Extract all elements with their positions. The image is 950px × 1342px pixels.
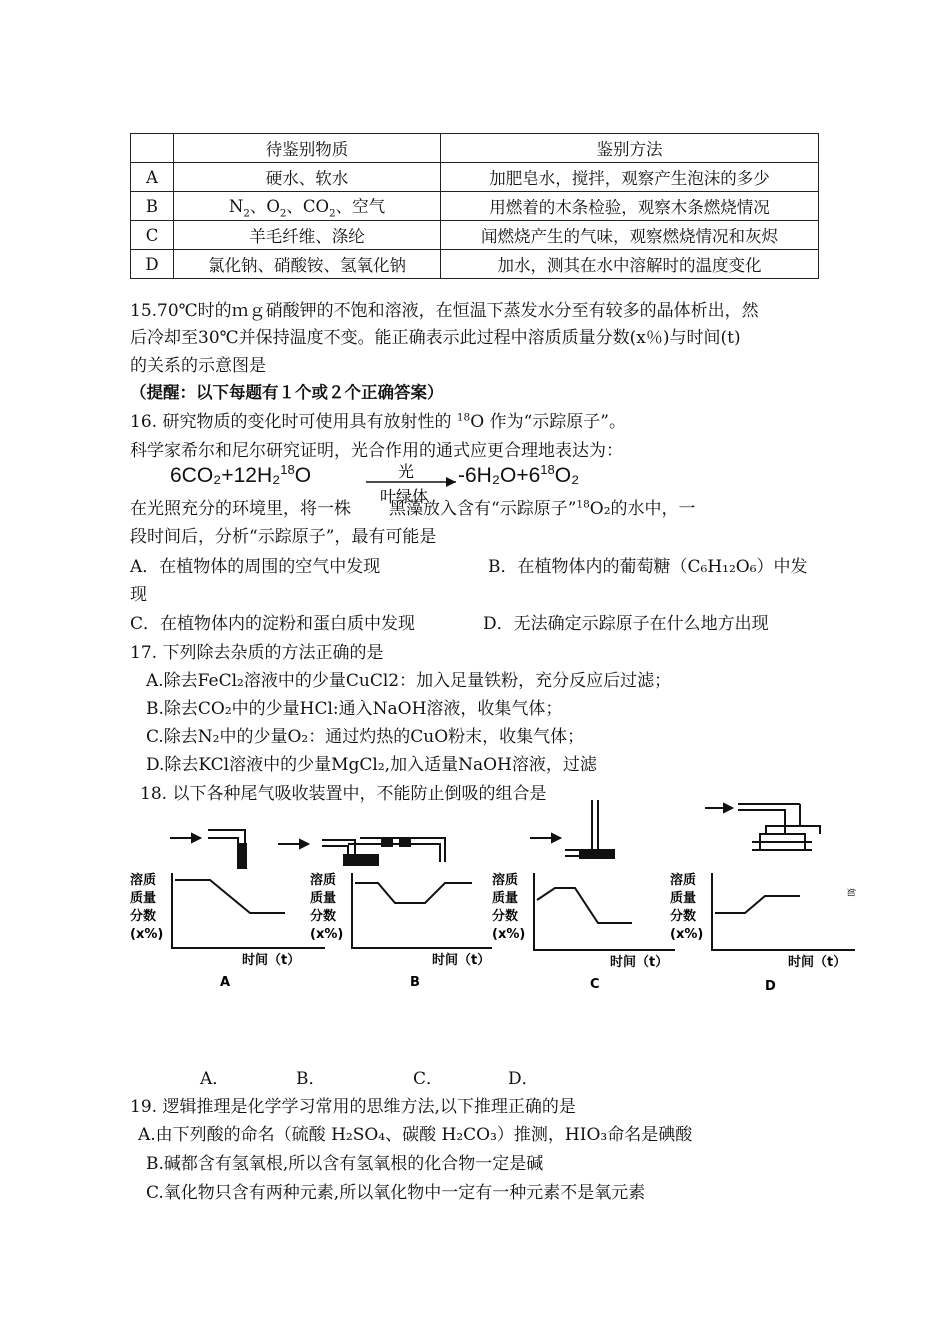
equation-left bbox=[170, 462, 311, 488]
subscript: 2 bbox=[279, 208, 287, 220]
y-label-line: 分数 bbox=[310, 909, 337, 924]
table-row bbox=[131, 250, 819, 279]
q16-option-b: B．在植物体内的葡萄糖（C₆H₁₂O₆）中发 bbox=[488, 557, 808, 577]
q16-option-b-cont: 现 bbox=[130, 585, 147, 605]
row-key: B bbox=[131, 192, 174, 221]
table-header-cell: 鉴别方法 bbox=[441, 134, 819, 163]
q15-line2: 后冷却至30℃并保持温度不变。能正确表示此过程中溶质质量分数(x％)与时间(t) bbox=[130, 328, 741, 348]
graph-d bbox=[670, 872, 855, 994]
x-label: 时间（t） bbox=[788, 955, 847, 970]
text-part: 、空气 bbox=[335, 196, 386, 216]
graph-name: D bbox=[765, 979, 776, 994]
text-part: 在光照充分的环境里，将一株 bbox=[130, 499, 351, 519]
y-label-line: 分数 bbox=[130, 909, 157, 924]
q15-line1: 15.70℃时的ｍｇ硝酸钾的不饱和溶液，在恒温下蒸发水分至有较多的晶体析出，然 bbox=[130, 301, 759, 321]
superscript: 18 bbox=[540, 462, 555, 477]
side-mark: 如 bbox=[845, 888, 855, 898]
graph-c bbox=[492, 872, 675, 992]
q19-option-c: C.氧化物只含有两种元素,所以氧化物中一定有一种元素不是氧元素 bbox=[146, 1183, 646, 1203]
q18-answer-a: A． bbox=[200, 1069, 230, 1089]
graph-name: B bbox=[410, 975, 420, 990]
text-part: -6H₂O+6 bbox=[458, 464, 541, 487]
text-part: 、O bbox=[249, 196, 280, 216]
y-label-line: 溶质 bbox=[492, 873, 519, 888]
graph-name: C bbox=[590, 977, 600, 992]
q16-option-a: A．在植物体的周围的空气中发现 bbox=[130, 557, 381, 577]
y-label-line: 溶质 bbox=[130, 873, 157, 888]
arrow-top-label: 光 bbox=[398, 462, 415, 481]
row-method: 加水，测其在水中溶解时的温度变化 bbox=[441, 250, 819, 279]
q17-option-b: B.除去CO₂中的少量HCl:通入NaOH溶液，收集气体； bbox=[146, 699, 563, 719]
row-key: C bbox=[131, 221, 174, 250]
row-substances: 氯化钠、硝酸铵、氢氧化钠 bbox=[174, 250, 441, 279]
graph-a bbox=[130, 872, 325, 990]
y-label-line: 质量 bbox=[492, 891, 519, 906]
q16-line4 bbox=[130, 494, 696, 519]
q15-line3: 的关系的示意图是 bbox=[130, 356, 266, 376]
q18-answer-d: D． bbox=[508, 1069, 539, 1089]
q16-line1 bbox=[130, 407, 626, 432]
q16-line2: 科学家希尔和尼尔研究证明，光合作用的通式应更合理地表达为： bbox=[130, 441, 623, 461]
q19-title: 19. 逻辑推理是化学学习常用的思维方法,以下推理正确的是 bbox=[130, 1097, 576, 1117]
equation-right bbox=[458, 462, 579, 488]
table-header-row bbox=[131, 134, 819, 163]
apparatus-c bbox=[530, 800, 614, 858]
y-label-line: 质量 bbox=[670, 891, 697, 906]
q18-answer-b: B． bbox=[296, 1069, 326, 1089]
x-label: 时间（t） bbox=[242, 953, 301, 968]
q19-option-b: B.碱都含有氢氧根,所以含有氢氧根的化合物一定是碱 bbox=[146, 1154, 544, 1174]
text-part: 16. 研究物质的变化时可使用具有放射性的 bbox=[130, 412, 457, 432]
y-label-line: (x%) bbox=[310, 927, 344, 942]
row-substances: 羊毛纤维、涤纶 bbox=[174, 221, 441, 250]
subscript: 2 bbox=[329, 208, 336, 220]
q19-option-a: A.由下列酸的命名（硫酸 H₂SO₄、碳酸 H₂CO₃）推测，HIO₃命名是碘酸 bbox=[138, 1125, 693, 1145]
q17-option-a: A.除去FeCl₂溶液中的少量CuCl2：加入足量铁粉，充分反应后过滤； bbox=[146, 671, 672, 691]
text-part: O₂ bbox=[554, 464, 580, 487]
text-part: 6CO₂+12H₂ bbox=[170, 464, 281, 487]
q18-answer-c: C． bbox=[413, 1069, 444, 1089]
q16-option-c: C．在植物体内的淀粉和蛋白质中发现 bbox=[130, 614, 416, 634]
row-method: 用燃着的木条检验，观察木条燃烧情况 bbox=[441, 192, 819, 221]
y-label-line: 分数 bbox=[492, 909, 519, 924]
y-label-line: 分数 bbox=[670, 909, 697, 924]
q16-line5: 段时间后，分析“示踪原子”，最有可能是 bbox=[130, 527, 437, 547]
q18-graphs-figure bbox=[120, 868, 870, 998]
table-header-cell: 待鉴别物质 bbox=[174, 134, 441, 163]
identification-table bbox=[130, 133, 819, 279]
row-substances: 硬水、软水 bbox=[174, 163, 441, 192]
text-part: O bbox=[294, 464, 312, 487]
q17-option-d: D.除去KCl溶液中的少量MgCl₂,加入适量NaOH溶液，过滤 bbox=[146, 755, 597, 775]
table-row bbox=[131, 221, 819, 250]
apparatus-b bbox=[278, 838, 445, 865]
reminder-note: （提醒：以下每题有１个或２个正确答案） bbox=[130, 383, 444, 402]
text-part: O₂的水中，一 bbox=[589, 499, 696, 519]
row-key: A bbox=[131, 163, 174, 192]
y-label-line: 溶质 bbox=[310, 873, 337, 888]
y-label-line: (x%) bbox=[130, 927, 164, 942]
subscript: 2 bbox=[243, 208, 250, 220]
y-label-line: (x%) bbox=[492, 927, 526, 942]
row-method: 闻燃烧产生的气味，观察燃烧情况和灰烬 bbox=[441, 221, 819, 250]
text-part: N bbox=[228, 196, 244, 216]
superscript: 18 bbox=[456, 411, 471, 424]
table-header-cell bbox=[131, 134, 174, 163]
text-part: 黑藻放入含有“示踪原子” bbox=[389, 499, 577, 519]
q17-option-c: C.除去N₂中的少量O₂：通过灼热的CuO粉末，收集气体； bbox=[146, 727, 585, 747]
table-row bbox=[131, 192, 819, 221]
y-label-line: 溶质 bbox=[670, 873, 697, 888]
q17-title: 17. 下列除去杂质的方法正确的是 bbox=[130, 643, 384, 663]
y-label-line: 质量 bbox=[310, 891, 337, 906]
absorption-apparatus-figure bbox=[160, 800, 880, 872]
row-method: 加肥皂水，搅拌，观察产生泡沫的多少 bbox=[441, 163, 819, 192]
x-label: 时间（t） bbox=[432, 953, 491, 968]
superscript: 18 bbox=[280, 462, 295, 477]
text-part: 、CO bbox=[286, 196, 330, 216]
row-substances bbox=[174, 192, 441, 221]
y-label-line: 质量 bbox=[130, 891, 157, 906]
y-label-line: (x%) bbox=[670, 927, 704, 942]
graph-name: A bbox=[220, 975, 231, 990]
text-part: O 作为“示踪原子”。 bbox=[470, 412, 626, 432]
apparatus-a bbox=[170, 830, 246, 868]
row-key: D bbox=[131, 250, 174, 279]
graph-b bbox=[310, 872, 492, 990]
q16-option-d: D．无法确定示踪原子在什么地方出现 bbox=[483, 614, 769, 634]
q18-title: 18. 以下各种尾气吸收装置中，不能防止倒吸的组合是 bbox=[140, 784, 547, 804]
apparatus-d bbox=[705, 804, 820, 850]
table-row bbox=[131, 163, 819, 192]
arrow-bottom-label: 叶绿体 bbox=[380, 487, 429, 506]
superscript: 18 bbox=[576, 498, 590, 511]
x-label: 时间（t） bbox=[610, 955, 669, 970]
